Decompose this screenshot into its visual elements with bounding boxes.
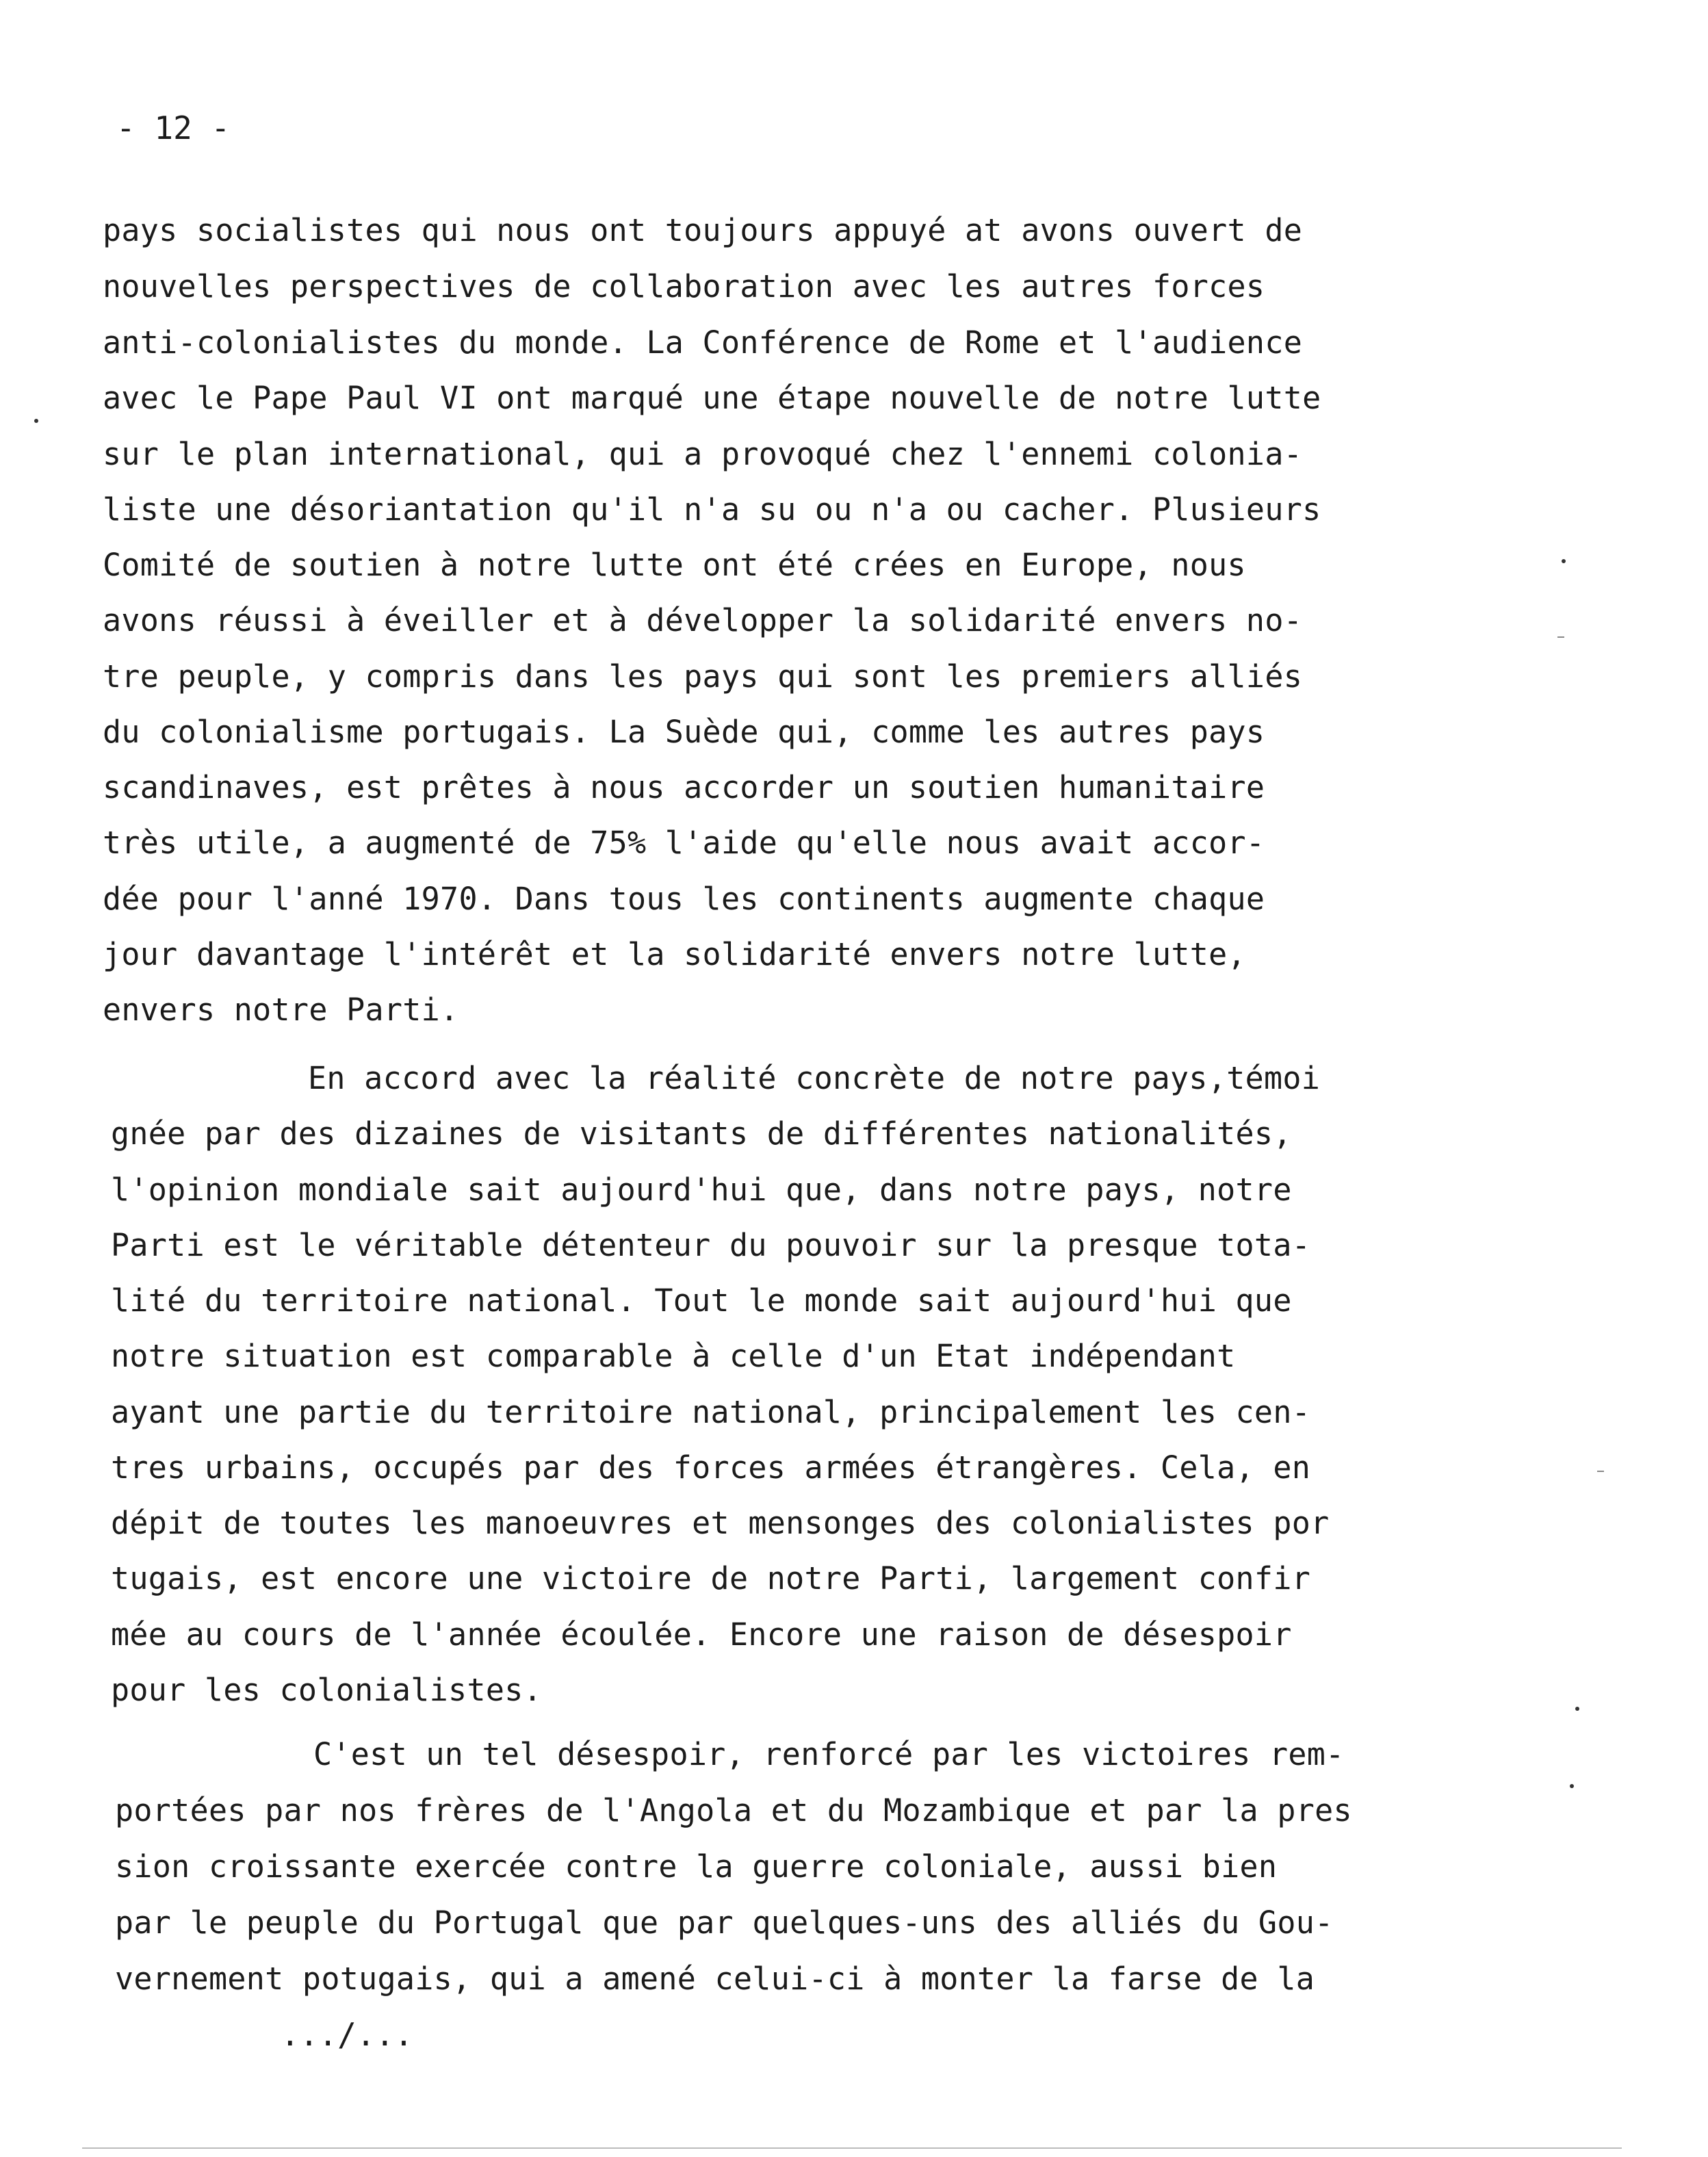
text-line: pays socialistes qui nous ont toujours appuyé at avons ouvert de [103,212,1303,248]
text-line: C'est un tel désespoir, renforcé par les victoires rem- [313,1736,1345,1772]
scan-speck [1570,1784,1574,1788]
text-line: dépit de toutes les manoeuvres et mensonges des colonialistes por [111,1505,1330,1541]
text-line: scandinaves, est prêtes à nous accorder un soutien humanitaire [103,769,1265,805]
text-line: vernement potugais, qui a amené celui-ci à monter la farse de la [115,1961,1315,1997]
text-line: anti-colonialistes du monde. La Conférence de Rome et l'audience [103,324,1303,361]
text-line: jour davantage l'intérêt et la solidarité envers notre lutte, [103,936,1246,972]
text-line: sion croissante exercée contre la guerre coloniale, aussi bien [115,1848,1278,1885]
text-line: Comité de soutien à notre lutte ont été crées en Europe, nous [103,547,1246,583]
text-line: mée au cours de l'année écoulée. Encore une raison de désespoir [111,1616,1292,1653]
text-line: tres urbains, occupés par des forces armées étrangères. Cela, en [111,1449,1311,1486]
scan-bottom-edge [82,2147,1622,2149]
text-line: très utile, a augmenté de 75% l'aide qu'elle nous avait accor- [103,825,1265,861]
text-line: liste une désoriantation qu'il n'a su ou n'a ou cacher. Plusieurs [103,491,1321,528]
page-number: - 12 - [116,109,231,146]
text-line: tre peuple, y compris dans les pays qui sont les premiers alliés [103,658,1303,695]
text-line: nouvelles perspectives de collaboration avec les autres forces [103,268,1265,305]
text-line: ayant une partie du territoire national, principalement les cen- [111,1394,1311,1430]
text-line: portées par nos frères de l'Angola et du Mozambique et par la pres [115,1792,1352,1829]
text-line: tugais, est encore une victoire de notre Parti, largement confir [111,1560,1311,1597]
scan-speck [1575,1707,1579,1711]
text-line: lité du territoire national. Tout le monde sait aujourd'hui que [111,1282,1292,1319]
text-line: dée pour l'anné 1970. Dans tous les continents augmente chaque [103,881,1265,917]
scan-mark [1557,636,1564,638]
text-line: pour les colonialistes. [111,1672,543,1708]
text-line: Parti est le véritable détenteur du pouvoir sur la presque tota- [111,1227,1311,1263]
text-line: avons réussi à éveiller et à développer la solidarité envers no- [103,602,1303,638]
text-line: gnée par des dizaines de visitants de différentes nationalités, [111,1115,1292,1152]
text-line: notre situation est comparable à celle d'un Etat indépendant [111,1338,1236,1374]
scan-speck [1562,559,1566,563]
text-line: l'opinion mondiale sait aujourd'hui que, dans notre pays, notre [111,1172,1292,1208]
text-line: du colonialisme portugais. La Suède qui, comme les autres pays [103,714,1265,750]
text-line: sur le plan international, qui a provoqué chez l'ennemi colonia- [103,436,1303,472]
text-line: En accord avec la réalité concrète de notre pays,témoi [308,1060,1321,1096]
scan-mark [1597,1471,1604,1472]
text-line: envers notre Parti. [103,992,459,1028]
continuation-mark: .../... [281,2016,413,2053]
text-line: par le peuple du Portugal que par quelques-uns des alliés du Gou- [115,1904,1334,1941]
text-line: avec le Pape Paul VI ont marqué une étape nouvelle de notre lutte [103,380,1321,416]
scan-speck [34,419,38,423]
